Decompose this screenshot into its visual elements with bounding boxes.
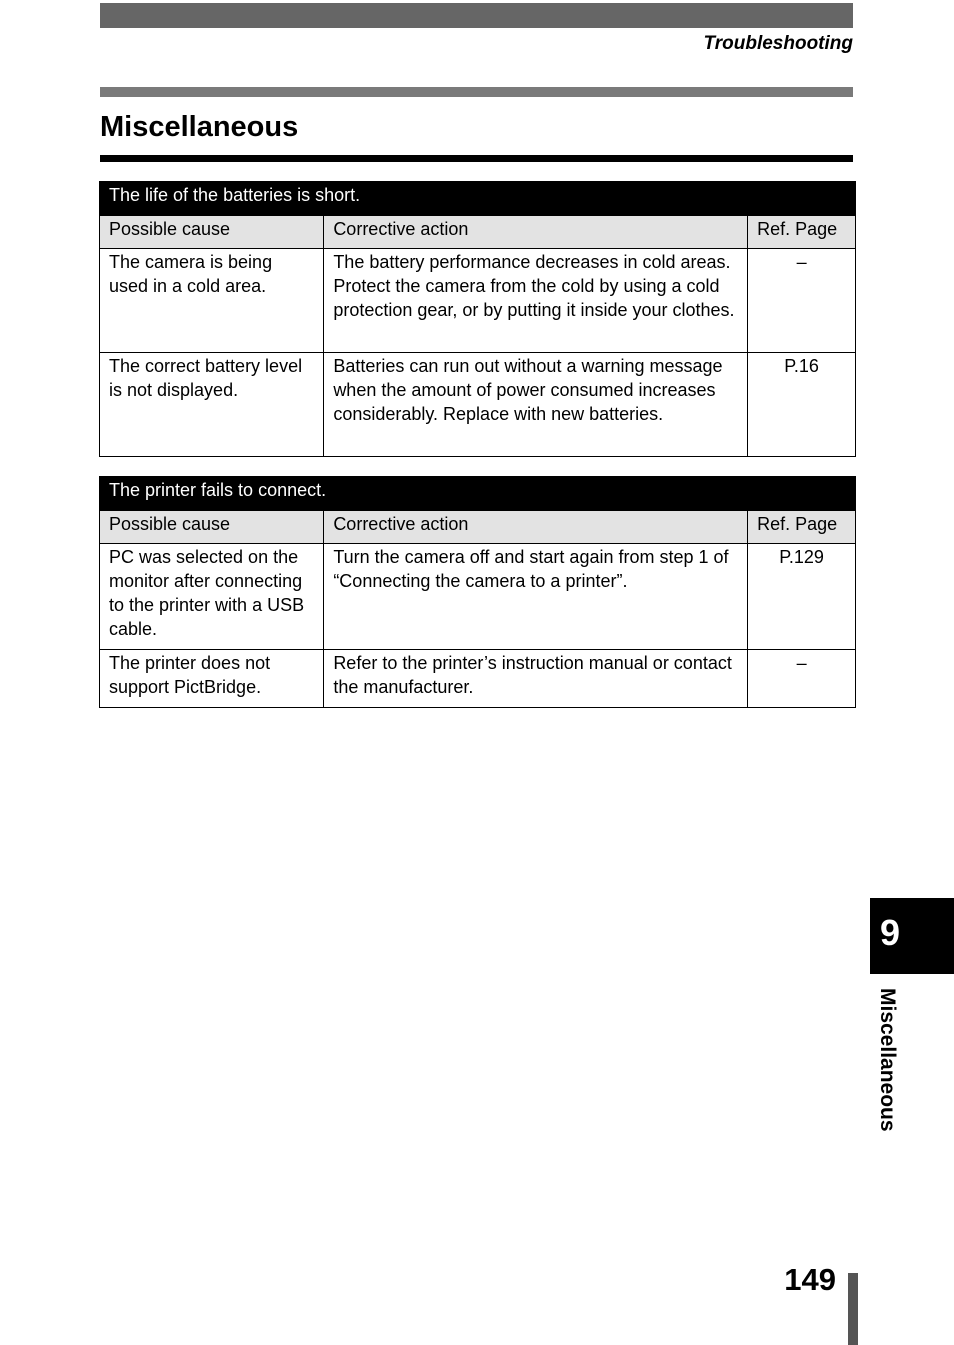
column-header-action: Corrective action xyxy=(324,216,748,249)
ref-cell: – xyxy=(748,650,856,708)
table-caption: The life of the batteries is short. xyxy=(100,182,856,216)
page-number: 149 xyxy=(784,1262,836,1297)
column-header-cause: Possible cause xyxy=(100,511,324,544)
column-header-ref: Ref. Page xyxy=(748,216,856,249)
header-bar xyxy=(100,3,853,28)
page-title: Miscellaneous xyxy=(100,111,299,143)
action-cell: Batteries can run out without a warning message when the amount of power consumed increases considerably. Replace with new batteries. xyxy=(324,353,748,457)
cause-cell: The printer does not support PictBridge. xyxy=(100,650,324,708)
table-caption-row xyxy=(100,477,856,511)
cause-cell: PC was selected on the monitor after connecting to the printer with a USB cable. xyxy=(100,544,324,650)
ref-cell: – xyxy=(748,249,856,353)
ref-cell: P.16 xyxy=(748,353,856,457)
table-header-row xyxy=(100,216,856,249)
action-cell: Refer to the printer’s instruction manual or contact the manufacturer. xyxy=(324,650,748,708)
column-header-ref: Ref. Page xyxy=(748,511,856,544)
table-row xyxy=(100,650,856,708)
table-row xyxy=(100,249,856,353)
chapter-side-label-text: Miscellaneous xyxy=(876,988,899,1132)
table-caption: The printer fails to connect. xyxy=(100,477,856,511)
table-row xyxy=(100,353,856,457)
cause-cell: The camera is being used in a cold area. xyxy=(100,249,324,353)
table-caption-row xyxy=(100,182,856,216)
chapter-tab xyxy=(870,898,954,974)
troubleshooting-table-printer xyxy=(99,476,856,708)
page-number-bar xyxy=(848,1273,858,1345)
action-cell: Turn the camera off and start again from step 1 of “Connecting the camera to a printer”. xyxy=(324,544,748,650)
table-row xyxy=(100,544,856,650)
column-header-action: Corrective action xyxy=(324,511,748,544)
table-header-row xyxy=(100,511,856,544)
ref-cell: P.129 xyxy=(748,544,856,650)
section-header: Troubleshooting xyxy=(703,33,853,54)
title-rule-top xyxy=(100,87,853,97)
action-cell: The battery performance decreases in cold areas. Protect the camera from the cold by using a cold protection gear, or by putting it inside your clothes. xyxy=(324,249,748,353)
column-header-cause: Possible cause xyxy=(100,216,324,249)
chapter-side-label xyxy=(875,988,899,1158)
troubleshooting-table-batteries xyxy=(99,181,856,457)
chapter-number: 9 xyxy=(880,912,901,953)
title-rule-bottom xyxy=(100,155,853,162)
cause-cell: The correct battery level is not displayed. xyxy=(100,353,324,457)
